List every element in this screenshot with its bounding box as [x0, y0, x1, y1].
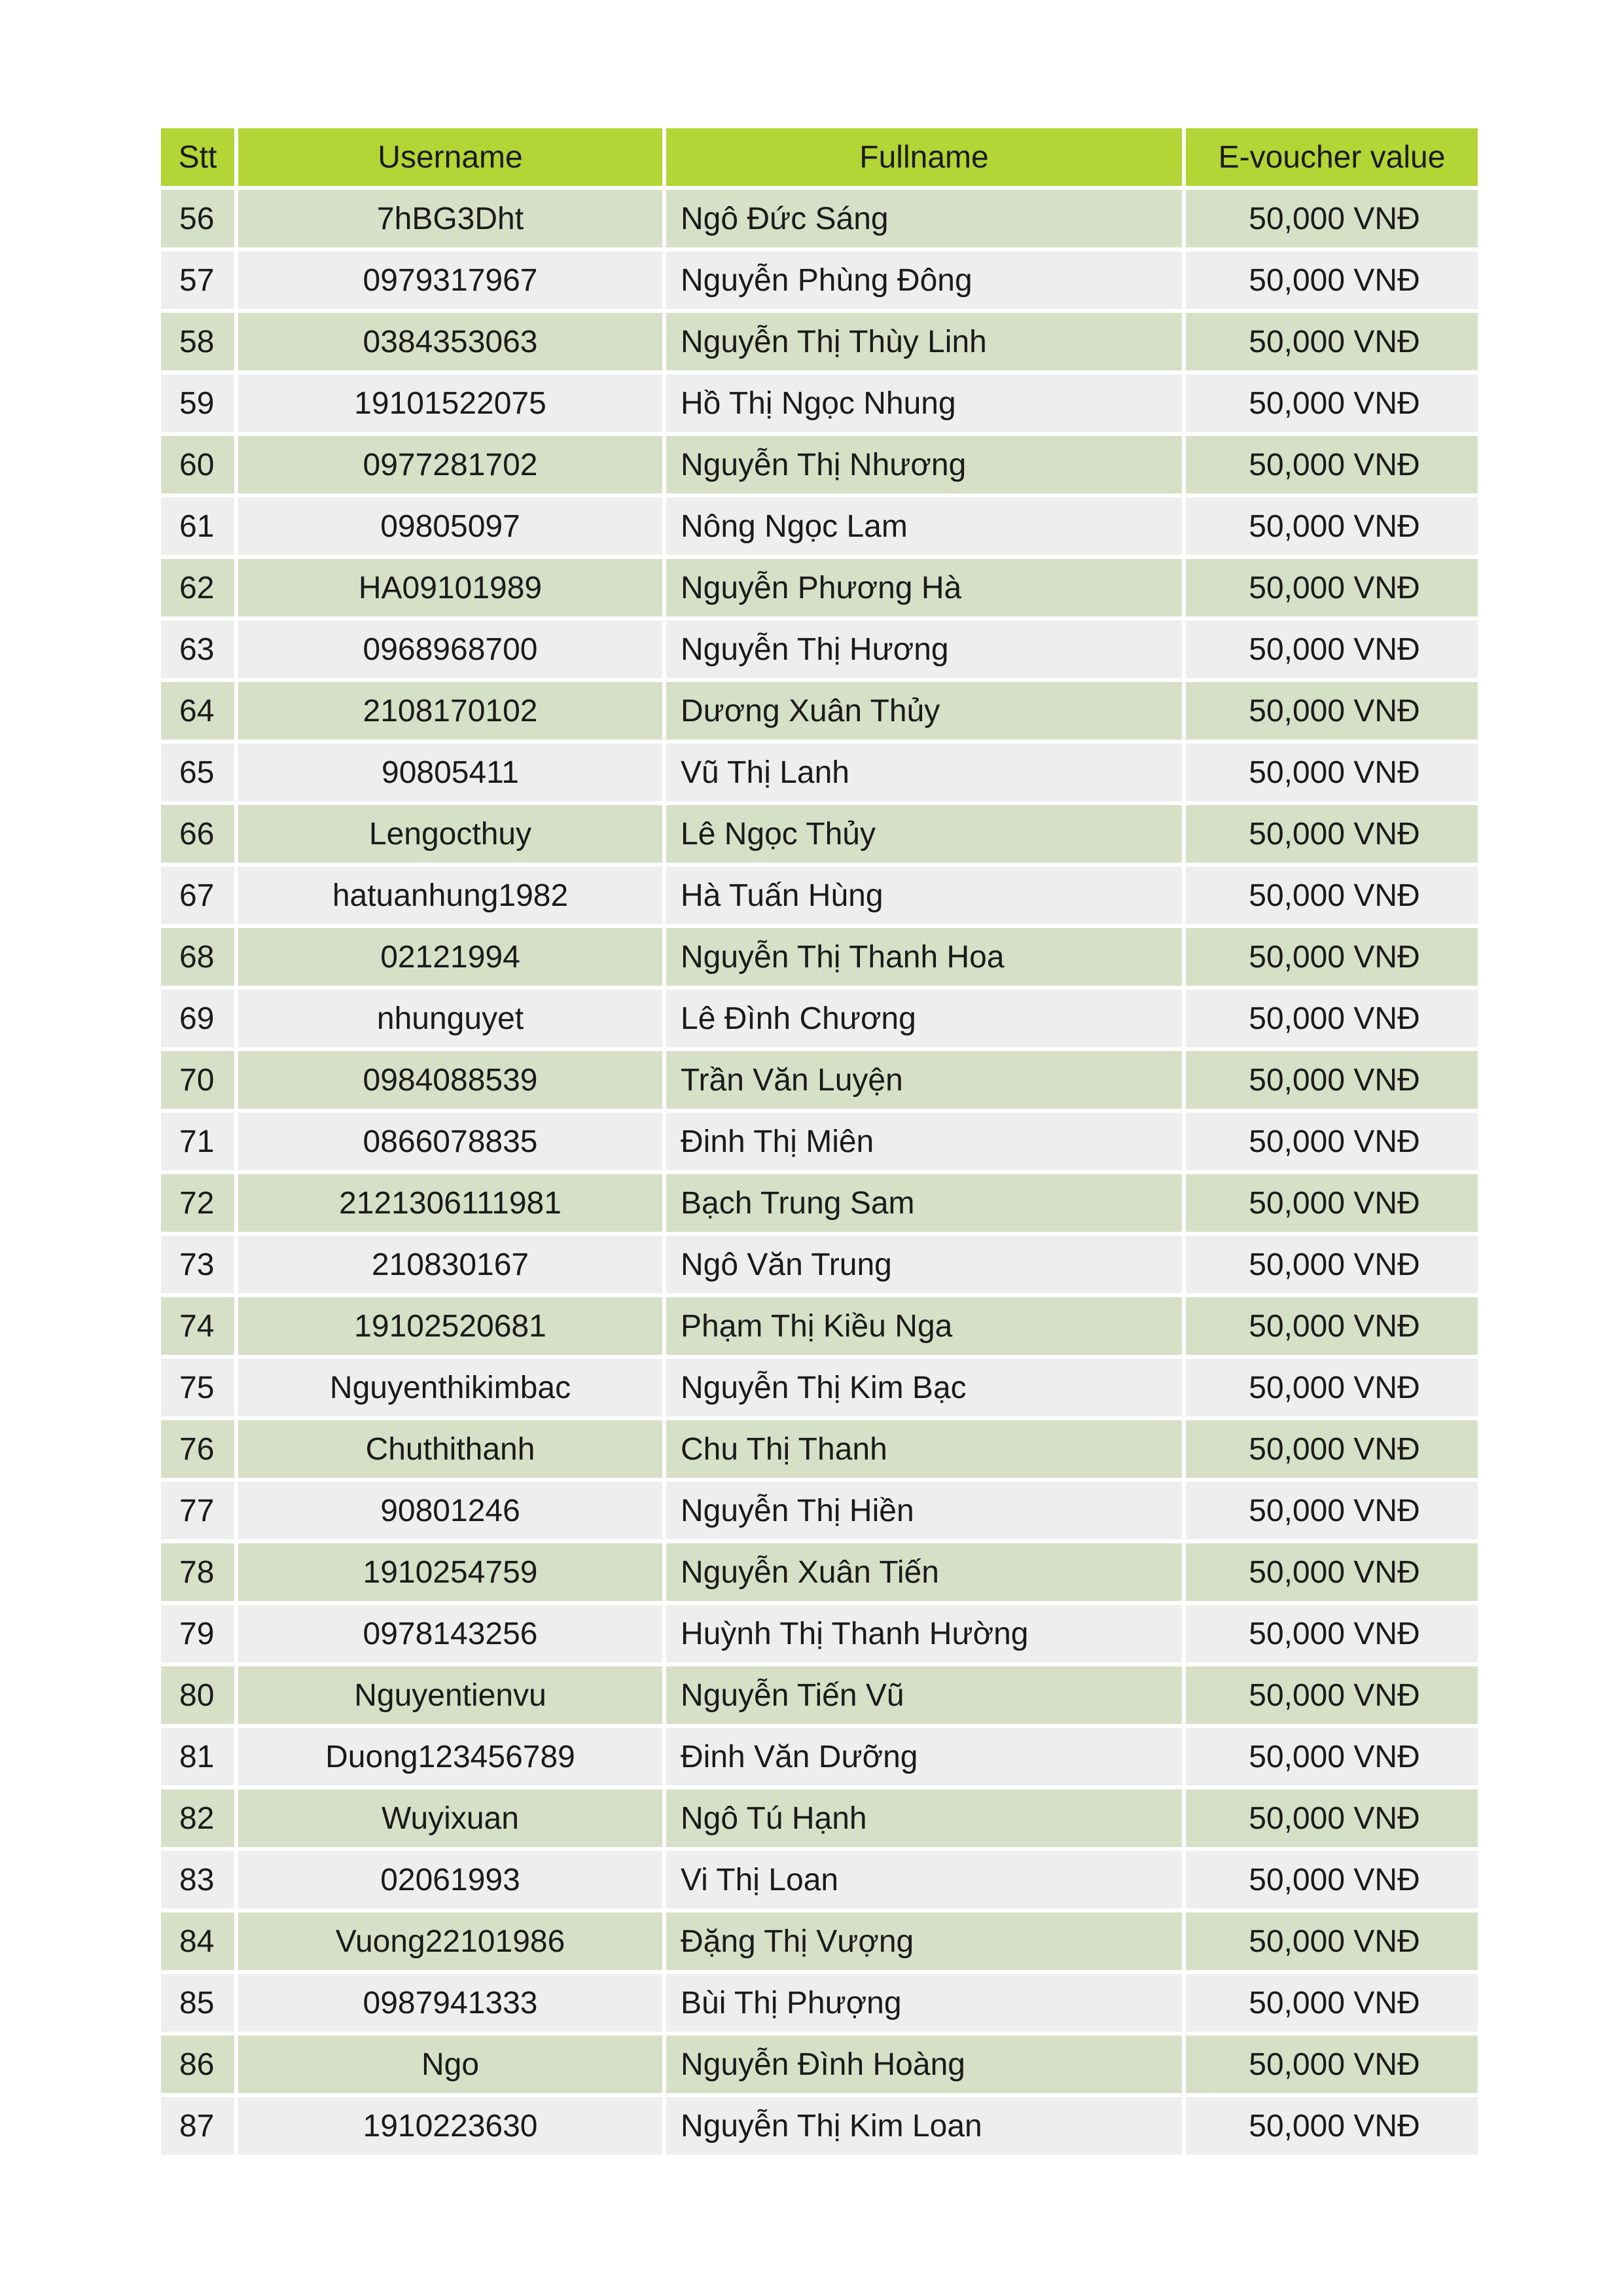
- row-voucher-value: 50,000 VNĐ: [1186, 374, 1478, 432]
- row-fullname: Đinh Thị Miên: [666, 1113, 1182, 1170]
- row-stt: 82: [161, 1789, 234, 1847]
- row-voucher-value: 50,000 VNĐ: [1186, 1605, 1478, 1662]
- table-row: [161, 559, 1478, 617]
- table-row: [161, 1051, 1478, 1109]
- row-stt: 63: [161, 620, 234, 678]
- row-voucher-value: 50,000 VNĐ: [1186, 1912, 1478, 1970]
- row-voucher-value: 50,000 VNĐ: [1186, 436, 1478, 493]
- row-fullname: Nguyễn Phùng Đông: [666, 251, 1182, 309]
- row-stt: 84: [161, 1912, 234, 1970]
- row-voucher-value: 50,000 VNĐ: [1186, 1113, 1478, 1170]
- row-fullname: Đặng Thị Vượng: [666, 1912, 1182, 1970]
- row-stt: 56: [161, 190, 234, 247]
- table-body: [161, 190, 1478, 2155]
- row-fullname: Phạm Thị Kiều Nga: [666, 1297, 1182, 1355]
- row-username: 90801246: [238, 1482, 662, 1539]
- row-username: 19102520681: [238, 1297, 662, 1355]
- row-voucher-value: 50,000 VNĐ: [1186, 928, 1478, 986]
- row-voucher-value: 50,000 VNĐ: [1186, 1728, 1478, 1785]
- row-username: HA09101989: [238, 559, 662, 617]
- row-stt: 86: [161, 2036, 234, 2093]
- row-voucher-value: 50,000 VNĐ: [1186, 1482, 1478, 1539]
- row-fullname: Huỳnh Thị Thanh Hường: [666, 1605, 1182, 1662]
- row-fullname: Ngô Văn Trung: [666, 1236, 1182, 1293]
- table-row: [161, 867, 1478, 924]
- row-fullname: Lê Ngọc Thủy: [666, 805, 1182, 863]
- row-voucher-value: 50,000 VNĐ: [1186, 1974, 1478, 2032]
- row-username: 210830167: [238, 1236, 662, 1293]
- row-voucher-value: 50,000 VNĐ: [1186, 2036, 1478, 2093]
- table-row: [161, 1482, 1478, 1539]
- table-row: [161, 1789, 1478, 1847]
- table-row: [161, 1297, 1478, 1355]
- table-row: [161, 313, 1478, 370]
- row-fullname: Ngô Tú Hạnh: [666, 1789, 1182, 1847]
- row-stt: 75: [161, 1359, 234, 1416]
- table-row: [161, 497, 1478, 555]
- row-voucher-value: 50,000 VNĐ: [1186, 2097, 1478, 2155]
- row-username: Vuong22101986: [238, 1912, 662, 1970]
- row-stt: 80: [161, 1666, 234, 1724]
- row-fullname: Hà Tuấn Hùng: [666, 867, 1182, 924]
- row-stt: 81: [161, 1728, 234, 1785]
- row-stt: 59: [161, 374, 234, 432]
- table-row: [161, 805, 1478, 863]
- row-username: 2108170102: [238, 682, 662, 740]
- row-fullname: Vũ Thị Lanh: [666, 744, 1182, 801]
- row-username: 0866078835: [238, 1113, 662, 1170]
- row-username: 0984088539: [238, 1051, 662, 1109]
- row-stt: 78: [161, 1543, 234, 1601]
- row-username: nhunguyet: [238, 990, 662, 1047]
- row-username: 0384353063: [238, 313, 662, 370]
- row-fullname: Nguyễn Phương Hà: [666, 559, 1182, 617]
- table-row: [161, 374, 1478, 432]
- row-username: Chuthithanh: [238, 1420, 662, 1478]
- row-username: Duong123456789: [238, 1728, 662, 1785]
- row-voucher-value: 50,000 VNĐ: [1186, 1236, 1478, 1293]
- row-username: 7hBG3Dht: [238, 190, 662, 247]
- row-username: 19101522075: [238, 374, 662, 432]
- row-username: 1910254759: [238, 1543, 662, 1601]
- table-row: [161, 190, 1478, 247]
- row-stt: 74: [161, 1297, 234, 1355]
- row-username: 1910223630: [238, 2097, 662, 2155]
- row-stt: 66: [161, 805, 234, 863]
- row-voucher-value: 50,000 VNĐ: [1186, 1174, 1478, 1232]
- row-stt: 69: [161, 990, 234, 1047]
- header-fullname: Fullname: [666, 128, 1182, 186]
- table-row: [161, 1974, 1478, 2032]
- row-voucher-value: 50,000 VNĐ: [1186, 1789, 1478, 1847]
- row-stt: 70: [161, 1051, 234, 1109]
- row-voucher-value: 50,000 VNĐ: [1186, 620, 1478, 678]
- row-username: 0979317967: [238, 251, 662, 309]
- row-voucher-value: 50,000 VNĐ: [1186, 313, 1478, 370]
- table-row: [161, 2036, 1478, 2093]
- table-row: [161, 682, 1478, 740]
- row-stt: 87: [161, 2097, 234, 2155]
- table-row: [161, 1728, 1478, 1785]
- row-fullname: Nguyễn Thị Thanh Hoa: [666, 928, 1182, 986]
- row-voucher-value: 50,000 VNĐ: [1186, 497, 1478, 555]
- row-username: Nguyentienvu: [238, 1666, 662, 1724]
- table-row: [161, 1174, 1478, 1232]
- table-row: [161, 1236, 1478, 1293]
- row-voucher-value: 50,000 VNĐ: [1186, 805, 1478, 863]
- row-stt: 79: [161, 1605, 234, 1662]
- row-voucher-value: 50,000 VNĐ: [1186, 1051, 1478, 1109]
- table-row: [161, 2097, 1478, 2155]
- row-voucher-value: 50,000 VNĐ: [1186, 1666, 1478, 1724]
- row-stt: 62: [161, 559, 234, 617]
- table-row: [161, 1912, 1478, 1970]
- row-stt: 65: [161, 744, 234, 801]
- row-username: 0968968700: [238, 620, 662, 678]
- table-row: [161, 744, 1478, 801]
- table-row: [161, 990, 1478, 1047]
- row-fullname: Hồ Thị Ngọc Nhung: [666, 374, 1182, 432]
- row-username: 0977281702: [238, 436, 662, 493]
- header-row: [161, 128, 1478, 186]
- row-voucher-value: 50,000 VNĐ: [1186, 251, 1478, 309]
- row-voucher-value: 50,000 VNĐ: [1186, 1420, 1478, 1478]
- row-fullname: Vi Thị Loan: [666, 1851, 1182, 1909]
- row-voucher-value: 50,000 VNĐ: [1186, 1543, 1478, 1601]
- table-row: [161, 1543, 1478, 1601]
- row-username: 90805411: [238, 744, 662, 801]
- row-stt: 76: [161, 1420, 234, 1478]
- row-fullname: Nguyễn Thị Nhương: [666, 436, 1182, 493]
- table-row: [161, 1420, 1478, 1478]
- row-username: 09805097: [238, 497, 662, 555]
- table-row: [161, 1666, 1478, 1724]
- row-username: hatuanhung1982: [238, 867, 662, 924]
- voucher-table: [157, 124, 1482, 2159]
- row-username: 0987941333: [238, 1974, 662, 2032]
- row-username: 0978143256: [238, 1605, 662, 1662]
- row-username: Lengocthuy: [238, 805, 662, 863]
- row-fullname: Nguyễn Thị Hương: [666, 620, 1182, 678]
- row-voucher-value: 50,000 VNĐ: [1186, 559, 1478, 617]
- row-username: 02121994: [238, 928, 662, 986]
- header-voucher-value: E-voucher value: [1186, 128, 1478, 186]
- table-row: [161, 1359, 1478, 1416]
- header-username: Username: [238, 128, 662, 186]
- row-voucher-value: 50,000 VNĐ: [1186, 1851, 1478, 1909]
- row-stt: 72: [161, 1174, 234, 1232]
- row-fullname: Lê Đình Chương: [666, 990, 1182, 1047]
- row-fullname: Nguyễn Xuân Tiến: [666, 1543, 1182, 1601]
- table-header: [161, 128, 1478, 186]
- row-fullname: Nguyễn Tiến Vũ: [666, 1666, 1182, 1724]
- row-stt: 64: [161, 682, 234, 740]
- row-username: 2121306111981: [238, 1174, 662, 1232]
- table-row: [161, 251, 1478, 309]
- row-voucher-value: 50,000 VNĐ: [1186, 682, 1478, 740]
- row-fullname: Bùi Thị Phượng: [666, 1974, 1182, 2032]
- row-username: 02061993: [238, 1851, 662, 1909]
- row-fullname: Nguyễn Thị Kim Loan: [666, 2097, 1182, 2155]
- row-fullname: Trần Văn Luyện: [666, 1051, 1182, 1109]
- row-voucher-value: 50,000 VNĐ: [1186, 990, 1478, 1047]
- row-fullname: Dương Xuân Thủy: [666, 682, 1182, 740]
- row-fullname: Nông Ngọc Lam: [666, 497, 1182, 555]
- row-voucher-value: 50,000 VNĐ: [1186, 867, 1478, 924]
- table-row: [161, 436, 1478, 493]
- row-stt: 68: [161, 928, 234, 986]
- table-row: [161, 620, 1478, 678]
- row-stt: 85: [161, 1974, 234, 2032]
- row-stt: 67: [161, 867, 234, 924]
- row-stt: 73: [161, 1236, 234, 1293]
- table-row: [161, 1605, 1478, 1662]
- row-fullname: Chu Thị Thanh: [666, 1420, 1182, 1478]
- row-fullname: Nguyễn Đình Hoàng: [666, 2036, 1182, 2093]
- row-voucher-value: 50,000 VNĐ: [1186, 744, 1478, 801]
- header-stt: Stt: [161, 128, 234, 186]
- row-stt: 77: [161, 1482, 234, 1539]
- row-fullname: Nguyễn Thị Thùy Linh: [666, 313, 1182, 370]
- table-row: [161, 1851, 1478, 1909]
- row-voucher-value: 50,000 VNĐ: [1186, 1297, 1478, 1355]
- row-voucher-value: 50,000 VNĐ: [1186, 190, 1478, 247]
- table-row: [161, 1113, 1478, 1170]
- table-row: [161, 928, 1478, 986]
- row-fullname: Nguyễn Thị Hiền: [666, 1482, 1182, 1539]
- row-fullname: Bạch Trung Sam: [666, 1174, 1182, 1232]
- row-stt: 61: [161, 497, 234, 555]
- row-stt: 60: [161, 436, 234, 493]
- row-stt: 83: [161, 1851, 234, 1909]
- row-voucher-value: 50,000 VNĐ: [1186, 1359, 1478, 1416]
- row-stt: 58: [161, 313, 234, 370]
- row-username: Ngo: [238, 2036, 662, 2093]
- row-stt: 57: [161, 251, 234, 309]
- row-fullname: Ngô Đức Sáng: [666, 190, 1182, 247]
- row-fullname: Đinh Văn Dưỡng: [666, 1728, 1182, 1785]
- row-stt: 71: [161, 1113, 234, 1170]
- row-fullname: Nguyễn Thị Kim Bạc: [666, 1359, 1182, 1416]
- row-username: Nguyenthikimbac: [238, 1359, 662, 1416]
- row-username: Wuyixuan: [238, 1789, 662, 1847]
